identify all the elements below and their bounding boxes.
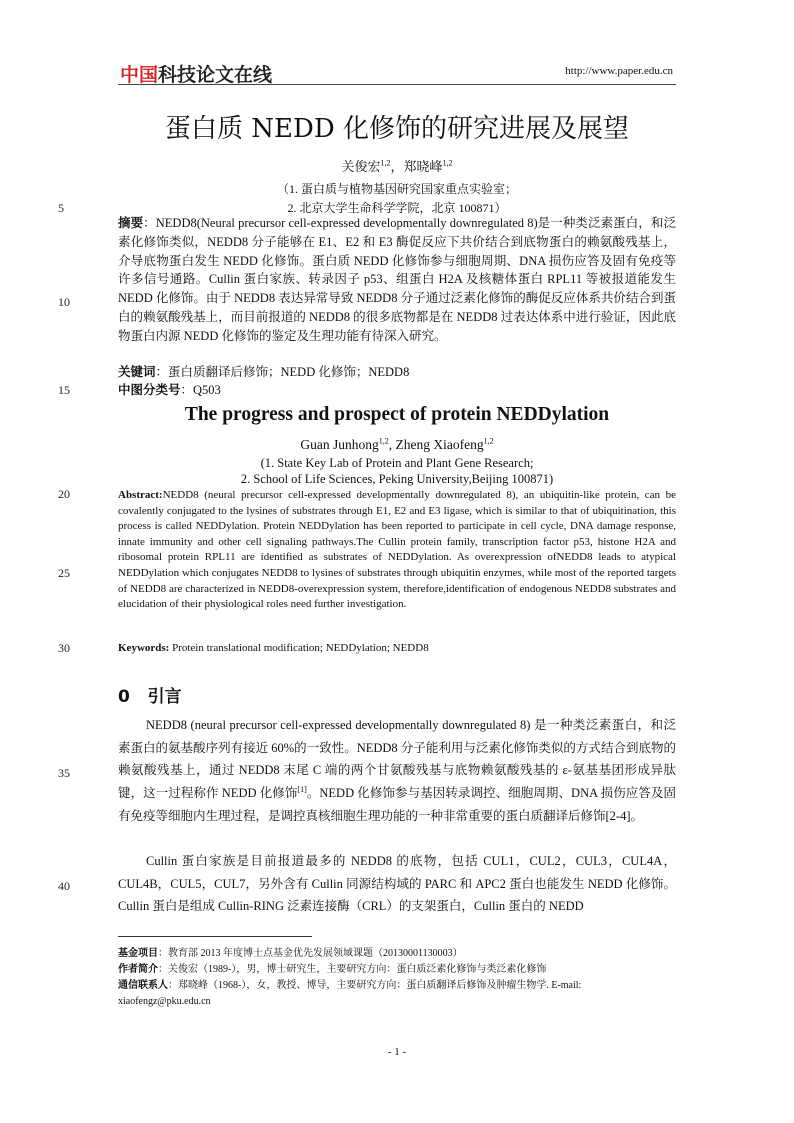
line-number: 5 (58, 201, 64, 215)
line-number: 25 (58, 566, 70, 580)
line-number: 30 (58, 641, 70, 655)
affiliation-cn-line2: 2. 北京大学生命科学学院，北京 100871） (287, 201, 507, 215)
footnote-divider (118, 936, 312, 937)
line-number: 35 (58, 766, 70, 780)
line-number: 20 (58, 487, 70, 501)
affiliation-en-line2: 2. School of Life Sciences, Peking University,Beijing 100871) (240, 472, 554, 486)
footnote-author-bio: 作者简介：关俊宏（1989-），男，博士研究生，主要研究方向：蛋白质泛素化修饰与类泛素化修饰 (118, 964, 547, 975)
intro-paragraph-2: Cullin 蛋白家族是目前报道最多的 NEDD8 的底物，包括 CUL1，CUL2，CUL3，CUL4A，CUL4B，CUL5，CUL7，另外含有 Cullin 同源结构域的 PARC 和 APC2 蛋白也能发生 NEDD 化修饰。Cullin 蛋白是组成 Cullin-RING 泛素连接酶（CRL）的支架蛋白，Cullin 蛋白的 NEDD (118, 854, 676, 914)
affiliation-en-line1: (1. State Key Lab of Protein and Plant Gene Research; (260, 456, 534, 470)
line-number: 40 (58, 879, 70, 893)
header-divider (118, 84, 676, 85)
footnote-funding: 基金项目：教育部 2013 年度博士点基金优先发展领域课题（20130001130003） (118, 948, 463, 959)
section-heading: 0 引言 (118, 687, 182, 707)
line-number: 15 (58, 383, 70, 397)
journal-logo: 中国科技论文在线 (120, 64, 273, 86)
keywords-cn: 关键词：蛋白质翻译后修饰；NEDD 化修饰；NEDD8 (118, 365, 410, 379)
paper-title-en: The progress and prospect of protein NEDDylation (184, 404, 610, 425)
paper-title-cn: 蛋白质 NEDD 化修饰的研究进展及展望 (165, 114, 629, 144)
abstract-cn: 摘要：NEDD8(Neural precursor cell-expressed developmentally downregulated 8)是一种类泛素蛋白，和泛素化修饰类似，NEDD8 分子能够在 E1、E2 和 E3 酶促反应下共价结合到底物蛋白的赖氨酸残基上，介导底物蛋白发生 NEDD 化修饰。蛋白质 NEDD 化修饰参与细胞周期、DNA 损伤应答及固有免疫等许多信号通路。Cullin 蛋白家族、转录因子 p53、组蛋白 H2A 及核糖体蛋白 RPL11 等被报道能发生 NEDD 化修饰。由于 NEDD8 表达异常导致 NEDD8 分子通过泛素化修饰的酶促反应体系共价结合到蛋白的赖氨酸残基上，而目前报道的 NEDD8 的很多底物都是在 NEDD8 过表达体系中进行验证，因此底物蛋白内源 NEDD 化修饰的鉴定及生理功能有待深入研究。 (118, 216, 676, 343)
intro-paragraph-1: NEDD8 (neural precursor cell-expressed developmentally downregulated 8) 是一种类泛素蛋白，和泛素蛋白的氨基酸序列有接近 60%的一致性。NEDD8 分子能利用与泛素化修饰类似的方式结合到底物的赖氨酸残基上，通过 NEDD8 末尾 C 端的两个甘氨酸残基与底物赖氨酸残基的 ε-氨基基团形成异肽键，这一过程称作 NEDD 化修饰[1]。NEDD 化修饰参与基因转录调控、细胞周期、DNA 损伤应答及固有免疫等细胞内生理过程，是调控真核细胞生理功能的一种非常重要的蛋白质翻译后修饰[2-4]。 (118, 718, 676, 823)
affiliation-cn-line1: （1. 蛋白质与植物基因研究国家重点实验室； (276, 182, 517, 196)
page-number: - 1 - (387, 1046, 407, 1058)
footnote-corresponding: 通信联系人：郑晓峰（1968-），女，教授、博导，主要研究方向：蛋白质翻译后修饰及肿瘤生物学. E-mail: xiaofengz@pku.edu.cn (118, 980, 582, 1007)
classification-number: 中图分类号：Q503 (118, 383, 221, 397)
authors-en: Guan Junhong$^{1,2}$, Zheng Xiaofeng$^{1,2}$ (300, 436, 494, 452)
line-number: 10 (58, 295, 70, 309)
authors-cn: 关俊宏$^{1,2}$，郑晓峰$^{1,2}$ (341, 158, 453, 174)
abstract-en: Abstract:NEDD8 (neural precursor cell-expressed developmentally downregulated 8), an ubiquitin-like protein, can be covalently conjugated to the lysines of substrates through E1, E2 and E3 ligase, which is similar to that of ubiquitination, this process is called NEDDylation. Protein NEDDylation has been reported to participate in cell cycle, DNA damage response, innate immunity and other cell signaling pathways.The Cullin protein family, transcription factor p53, histone H2A and ribosomal protein RPL11 are identified as substrates of NEDDylation. As overexpression ofNEDD8 leads to atypical NEDDylation which conjugates NEDD8 to lysines of substrates through ubiquitin enzymes, while most of the reported targets of NEDD8 are characterized in NEDD8-overexpression system, therefore,identification of endogenous NEDD8 substrates and elucidation of their physiological roles need further investigation. (118, 489, 676, 611)
keywords-en: Keywords: Protein translational modification; NEDDylation; NEDD8 (118, 642, 429, 654)
citation-ref[interactable]: [1] (297, 784, 307, 794)
site-url[interactable]: http://www.paper.edu.cn (565, 65, 673, 77)
